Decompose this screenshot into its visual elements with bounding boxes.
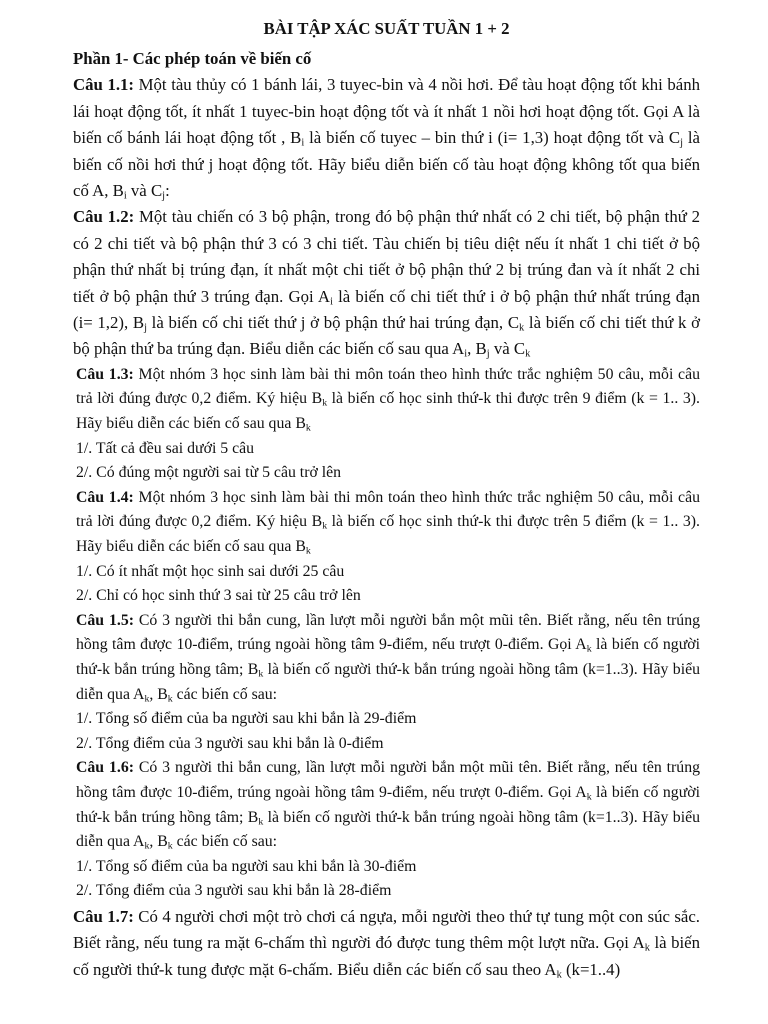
question-1-1: Câu 1.1: Một tàu thủy có 1 bánh lái, 3 tuyec-bin và 4 nồi hơi. Để tàu hoạt động tốt khi bánh lái hoạt động tốt, ít nhất 1 tuyec-bin hoạt động tốt và ít nhất 1 nồi hơi hoạt động tốt. Gọi A là biến cố bánh lái hoạt động tốt , $B_i$ là biến cố tuyec – bin thứ i (i= 1,3) hoạt động tốt và $C_j$ là biến cố nồi hơi thứ j hoạt động tốt. Hãy biểu diễn biến cố tàu hoạt động không tốt qua biến cố A, $B_i$ và $C_j$: [73,75,700,202]
question-label: Câu 1.3: [76,365,134,383]
question-1-5: Câu 1.5: Có 3 người thi bắn cung, lần lượt mỗi người bắn một mũi tên. Biết rằng, nếu tên trúng hồng tâm được 10-điểm, trúng ngoài hồng tâm 9-điểm, nếu trượt 0-điểm. Gọi $A_k$ là biến cố người thứ-k bắn trúng hồng tâm; $B_k$ là biến cố người thứ-k bắn trúng ngoài hồng tâm (k=1..3). Hãy biểu diễn qua $A_k$, $B_k$ các biến cố sau: [76,611,700,705]
question-item: 1/. Có ít nhất một học sinh sai dưới 25 câu [76,562,345,580]
questions-block [73,363,700,904]
question-1-2: Câu 1.2: Một tàu chiến có 3 bộ phận, trong đó bộ phận thứ nhất có 2 chi tiết, bộ phận thứ 2 có 2 chi tiết và bộ phận thứ 3 có 3 chi tiết. Tàu chiến bị tiêu diệt nếu ít nhất 1 chi tiết ở bộ phận thứ nhất bị trúng đạn, ít nhất một chi tiết ở bộ phận thứ 2 bị trúng đan và ít nhất 2 chi tiết ở bộ phận thứ 3 trúng đạn. Gọi $A_i$ là biến cố chi tiết thứ i ở bộ phận thứ nhất trúng đạn (i= 1,2), $B_j$ là biến cố chi tiết thứ j ở bộ phận thứ hai trúng đạn, $C_k$ là biến cố chi tiết thứ k ở bộ phận thứ ba trúng đạn. Biểu diễn các biến cố sau qua $A_i$, $B_j$ và $C_k$ [73,207,700,361]
question-label: Câu 1.6: [76,759,134,777]
question-label: Câu 1.7: [73,906,134,926]
question-1-6: Câu 1.6: Có 3 người thi bắn cung, lần lượt mỗi người bắn một mũi tên. Biết rằng, nếu tên trúng hồng tâm được 10-điểm, trúng ngoài hồng tâm 9-điểm, nếu trượt 0-điểm. Gọi $A_k$ là biến cố người thứ-k bắn trúng hồng tâm; $B_k$ là biến cố người thứ-k bắn trúng ngoài hồng tâm (k=1..3). Hãy biểu diễn qua $A_k$, $B_k$ các biến cố sau: [76,759,700,852]
question-item: 2/. Có đúng một người sai từ 5 câu trở lên [76,464,342,482]
question-item: 2/. Chỉ có học sinh thứ 3 sai từ 25 câu trở lên [76,587,361,605]
question-1-4: Câu 1.4: Một nhóm 3 học sinh làm bài thi môn toán theo hình thức trắc nghiệm 50 câu, mỗi câu trả lời đúng được 0,2 điểm. Ký hiệu $B_k$ là biến cố học sinh thứ-k thi được trên 5 điểm (k = 1.. 3). Hãy biểu diễn các biến cố sau qua $B_k$ [76,488,700,557]
question-item: 2/. Tổng điểm của 3 người sau khi bắn là 28-điểm [76,882,392,900]
question-1-3: Câu 1.3: Một nhóm 3 học sinh làm bài thi môn toán theo hình thức trắc nghiệm 50 câu, mỗi câu trả lời đúng được 0,2 điểm. Ký hiệu $B_k$ là biến cố học sinh thứ-k thi được trên 9 điểm (k = 1.. 3). Hãy biểu diễn các biến cố sau qua $B_k$ [76,365,700,434]
question-1-7: Câu 1.7: Có 4 người chơi một trò chơi cá ngựa, mỗi người theo thứ tự tung một con súc sắc. Biết rằng, nếu tung ra mặt 6-chấm thì người đó được tung thêm một lượt nữa. Gọi $A_k$ là biến cố người thứ-k tung được mặt 6-chấm. Biểu diễn các biến cố sau theo $A_k$ (k=1..4) [73,906,700,981]
question-item: 2/. Tổng điểm của 3 người sau khi bắn là 0-điểm [76,734,384,752]
question-label: Câu 1.5: [76,611,134,629]
question-item: 1/. Tổng số điểm của ba người sau khi bắn là 29-điểm [76,710,417,728]
question-label: Câu 1.4: [76,488,134,506]
question-item: 1/. Tổng số điểm của ba người sau khi bắn là 30-điểm [76,857,417,875]
question-item: 1/. Tất cả đều sai dưới 5 câu [76,439,255,457]
question-label: Câu 1.2: [73,207,135,227]
document-title: BÀI TẬP XÁC SUẤT TUẦN 1 + 2 [263,19,510,38]
section-heading: Phần 1- Các phép toán về biến cố [73,49,312,68]
question-label: Câu 1.1: [73,75,135,95]
